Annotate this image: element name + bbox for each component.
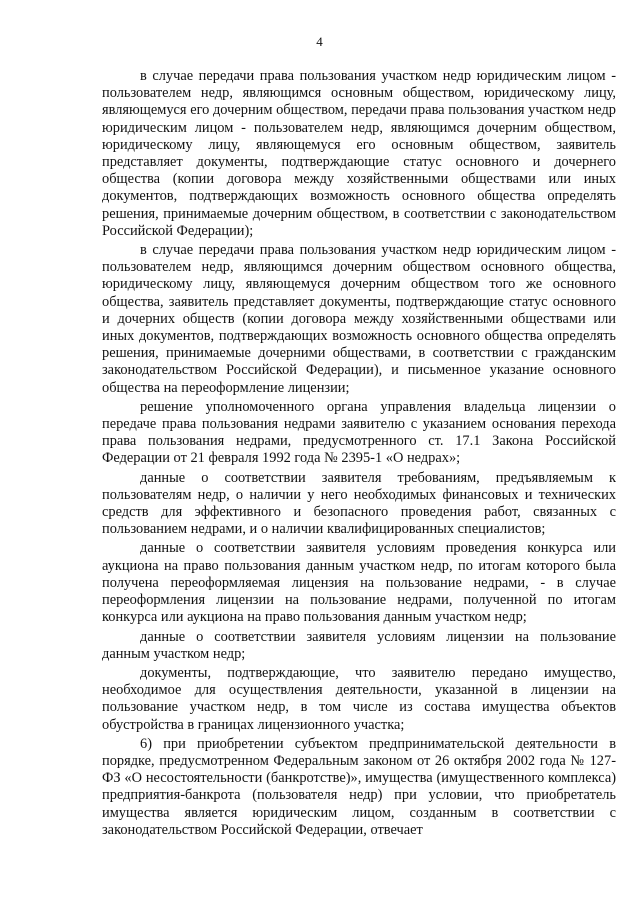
document-body bbox=[102, 68, 616, 841]
paragraph-transfer-parent-to-subsidiary: в случае передачи права пользования участком недр юридическим лицом - пользователем недр, являющимся основным обществом, юридическому лицу, являющемуся его дочерним обществом, передачи права пользования участком недр юридическим лицом - пользователем недр, являющимся дочерним обществом, юридическому лицу, являющемуся его основным обществом, заявитель представляет документы, подтверждающие статус основного и дочернего общества (копии договора между хозяйственными обществами или иных документов, подтверждающих возможность основного общества определять решения, принимаемые дочерним обществом, в соответствии с законодательством Российской Федерации); bbox=[102, 68, 616, 239]
page-number: 4 bbox=[316, 34, 323, 49]
paragraph-transfer-between-subsidiaries: в случае передачи права пользования участком недр юридическим лицом - пользователем недр, являющимся дочерним обществом основного общества, юридическому лицу, являющемуся дочерним обществом того же основного общества, заявитель представляет документы, подтверждающие статус основного и дочерних обществ (копии договора между хозяйственными обществами или иных документов, подтверждающих возможность основного общества определять решения, принимаемые дочерними обществами, в соответствии с гражданским законодательством Российской Федерации), и письменное указание основного общества на переоформление лицензии; bbox=[102, 242, 616, 396]
paragraph-license-conditions: данные о соответствии заявителя условиям лицензии на пользование данным участком недр; bbox=[102, 628, 616, 662]
paragraph-property-transfer-documents: документы, подтверждающие, что заявителю передано имущество, необходимое для осуществления деятельности, указанной в лицензии на пользование участком недр, в том числе из состава имущества объектов обустройства в границах лицензионного участка; bbox=[102, 664, 616, 733]
paragraph-applicant-requirements: данные о соответствии заявителя требованиям, предъявляемым к пользователям недр, о наличии у него необходимых финансовых и технических средств для эффективного и безопасного проведения работ, связанных с пользованием недрами, и о наличии квалифицированных специалистов; bbox=[102, 469, 616, 538]
paragraph-bankruptcy-acquisition: 6) при приобретении субъектом предпринимательской деятельности в порядке, предусмотренном Федеральным законом от 26 октября 2002 года № 127-ФЗ «О несостоятельности (банкротстве)», имущества (имущественного комплекса) предприятия-банкрота (пользователя недр) при условии, что приобретатель имущества является юридическим лицом, созданным в соответствии с законодательством Российской Федерации, отвечает bbox=[102, 735, 616, 838]
paragraph-authorized-body-decision: решение уполномоченного органа управления владельца лицензии о передаче права пользования недрами заявителю с указанием основания перехода права пользования недрами, предусмотренного ст. 17.1 Закона Российской Федерации от 21 февраля 1992 года № 2395-1 «О недрах»; bbox=[102, 398, 616, 467]
paragraph-tender-conditions: данные о соответствии заявителя условиям проведения конкурса или аукциона на право пользования данным участком недр, по итогам которого была получена переоформляемая лицензия на пользование недрами, - в случае переоформления лицензии на пользование недрами, полученной по итогам конкурса или аукциона на право пользования данным участком недр; bbox=[102, 540, 616, 626]
